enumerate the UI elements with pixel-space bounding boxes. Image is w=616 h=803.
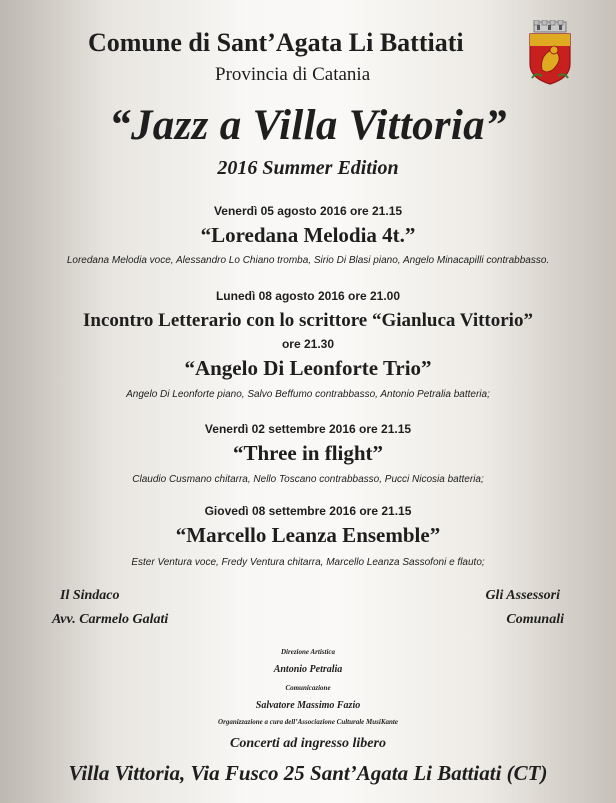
event-2-lineup: Angelo Di Leonforte piano, Salvo Beffumo contrabbasso, Antonio Petralia batteria; xyxy=(126,389,490,400)
event-title: “Jazz a Villa Vittoria” xyxy=(109,102,507,149)
sindaco-title: Il Sindaco xyxy=(60,588,120,603)
event-2-date: Lunedì 08 agosto 2016 ore 21.00 xyxy=(215,289,401,303)
assessori-name: Comunali xyxy=(506,612,564,627)
venue-address: Villa Vittoria, Via Fusco 25 Sant’Agata Li Battiati (CT) xyxy=(68,761,548,785)
free-entry-note: Concerti ad ingresso libero xyxy=(230,736,386,751)
event-1-date: Venerdì 05 agosto 2016 ore 21.15 xyxy=(213,204,403,218)
event-1-lineup: Loredana Melodia voce, Alessandro Lo Chiano tromba, Sirio Di Blasi piano, Angelo Minacapilli contrabbasso. xyxy=(66,255,550,266)
event-3-date: Venerdì 02 settembre 2016 ore 21.15 xyxy=(204,422,412,436)
event-2-literary: Incontro Letterario con lo scrittore “Gianluca Vittorio” xyxy=(83,310,533,331)
comunicazione-label: Comunicazione xyxy=(285,684,331,692)
event-2-name: “Angelo Di Leonforte Trio” xyxy=(184,356,432,380)
event-4-lineup: Ester Ventura voce, Fredy Ventura chitarra, Marcello Leanza Sassofoni e flauto; xyxy=(131,557,485,568)
direzione-label: Direzione Artistica xyxy=(281,648,335,656)
event-4-name: “Marcello Leanza Ensemble” xyxy=(175,523,441,547)
sindaco-name: Avv. Carmelo Galati xyxy=(52,612,169,627)
event-3-name: “Three in flight” xyxy=(232,441,384,465)
direzione-name: Antonio Petralia xyxy=(273,664,343,675)
event-2-time: ore 21.30 xyxy=(281,337,335,351)
event-1-name: “Loredana Melodia 4t.” xyxy=(200,223,416,247)
comunicazione-name: Salvatore Massimo Fazio xyxy=(255,700,361,711)
edition-subtitle: 2016 Summer Edition xyxy=(217,157,399,179)
provincia-subheading: Provincia di Catania xyxy=(215,64,371,85)
event-4-date: Giovedì 08 settembre 2016 ore 21.15 xyxy=(204,504,412,518)
comune-heading: Comune di Sant’Agata Li Battiati xyxy=(88,28,464,57)
organizzazione-note: Organizzazione a cura dell’Associazione Culturale MusiKante xyxy=(218,718,398,726)
event-3-lineup: Claudio Cusmano chitarra, Nello Toscano contrabbasso, Pucci Nicosia batteria; xyxy=(132,474,484,485)
assessori-title: Gli Assessori xyxy=(485,588,560,603)
municipal-crest-icon xyxy=(528,20,572,86)
